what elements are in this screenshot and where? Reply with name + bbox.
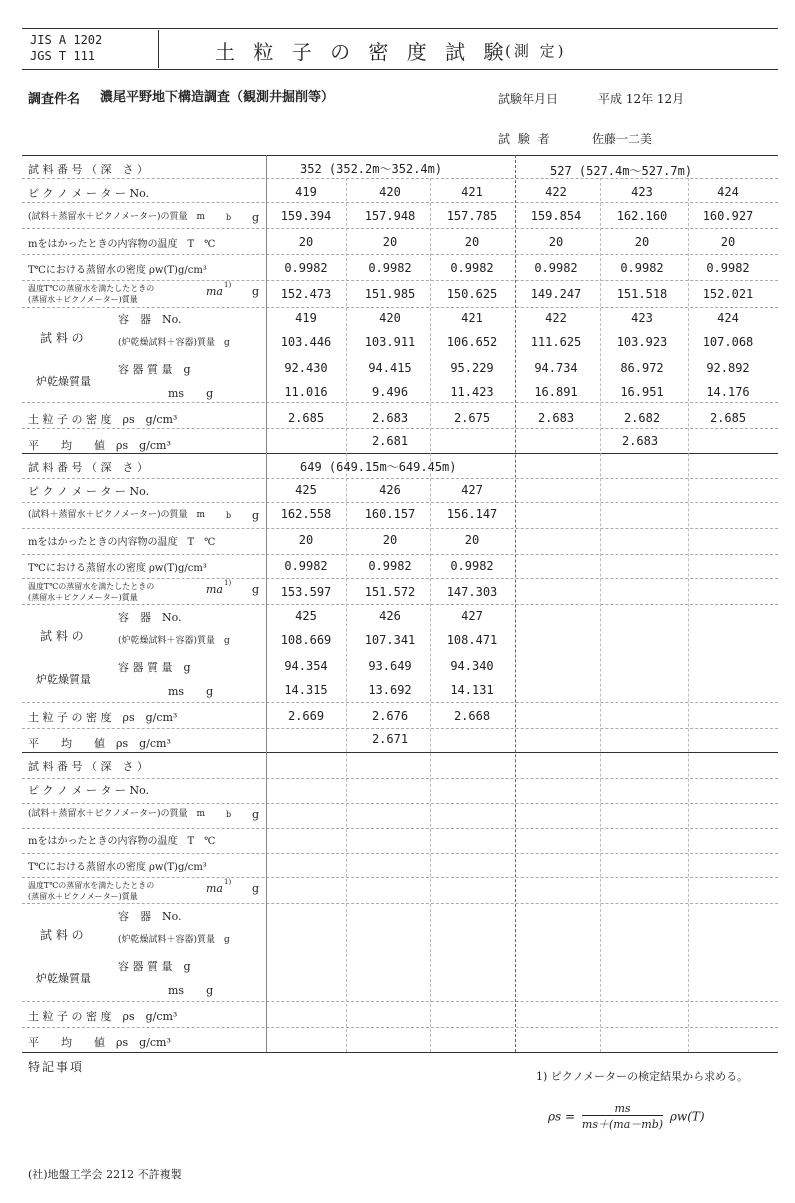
- dry-mass-cell: 106.652: [446, 335, 498, 349]
- water-density-cell: 0.9982: [368, 559, 412, 573]
- water-density-cell: 0.9982: [284, 261, 328, 275]
- formula-lhs: ρs =: [548, 1109, 576, 1124]
- soil-density-cell: 2.675: [453, 411, 491, 425]
- container-mass-cell: 94.734: [534, 361, 578, 375]
- ma-label-line1: 温度T℃の蒸留水を満たしたときの: [28, 582, 155, 591]
- ma-cell: 150.625: [446, 287, 498, 301]
- mb-cell: 160.157: [364, 507, 416, 521]
- mb-cell: 157.948: [364, 209, 416, 223]
- ma-footnote-mark: 1): [224, 878, 232, 886]
- ma-label-line1: 温度T℃の蒸留水を満たしたときの: [28, 881, 155, 890]
- ms-cell: 11.016: [284, 385, 328, 399]
- container-no-label: 容 器 No.: [118, 910, 182, 923]
- soil-density-label: 土 粒 子 の 密 度 ρs g/cm³: [28, 1010, 178, 1023]
- ma-label-line1: 温度T℃の蒸留水を満たしたときの: [28, 284, 155, 293]
- pycnometer-label: ピ ク ノ メ ー タ ー No.: [28, 485, 150, 498]
- tester-name: 佐藤一二美: [592, 132, 653, 146]
- container-mass-label: 容 器 質 量 g: [118, 661, 191, 674]
- mb-label: (試料＋蒸留水＋ピクノメーター)の質量 m: [28, 510, 206, 520]
- temperature-cell: 20: [464, 235, 480, 249]
- pycnometer-no-cell: 427: [461, 483, 483, 497]
- temperature-cell: 20: [298, 235, 314, 249]
- ma-footnote-mark: 1): [224, 281, 232, 289]
- project-name: 濃尾平野地下構造調査（観測井掘削等）: [100, 90, 335, 105]
- pycnometer-no-cell: 419: [295, 185, 317, 199]
- container-mass-cell: 92.892: [706, 361, 750, 375]
- remarks-label: 特記事項: [28, 1060, 85, 1074]
- mean-label: 平 均 値 ρs g/cm³: [28, 1036, 171, 1049]
- title-divider: [158, 30, 159, 68]
- container-mass-cell: 92.430: [284, 361, 328, 375]
- water-density-cell: 0.9982: [706, 261, 750, 275]
- rule: [22, 828, 778, 829]
- rule: [22, 554, 778, 555]
- pycnometer-no-cell: 421: [461, 185, 483, 199]
- container-mass-cell: 94.415: [368, 361, 412, 375]
- ma-label-line2: (蒸留水＋ピクノメーター)質量: [28, 892, 138, 901]
- temperature-label: mをはかったときの内容物の温度 T ℃: [28, 836, 216, 847]
- temperature-label: mをはかったときの内容物の温度 T ℃: [28, 239, 216, 250]
- date-label: 試験年月日: [498, 92, 559, 106]
- rule: [22, 428, 778, 429]
- water-density-cell: 0.9982: [450, 261, 494, 275]
- ms-label: ms g: [168, 984, 214, 997]
- rule: [22, 778, 778, 779]
- sample-of-label: 試 料 の: [40, 629, 84, 643]
- formula-numerator: ms: [582, 1102, 663, 1116]
- container-no-cell: 422: [545, 311, 567, 325]
- oven-dry-label: 炉乾燥質量: [36, 972, 91, 985]
- rule: [22, 307, 778, 308]
- ms-cell: 16.951: [620, 385, 664, 399]
- soil-density-cell: 2.685: [709, 411, 747, 425]
- sample-number-label: 試 料 番 号 （ 深 さ ）: [28, 461, 148, 474]
- ma-cell: 151.518: [616, 287, 668, 301]
- rule: [22, 604, 778, 605]
- column-divider: [688, 178, 689, 1052]
- rule: [22, 1052, 778, 1053]
- mb-subscript: b: [226, 810, 232, 819]
- rule: [22, 1027, 778, 1028]
- sample-group-649-label: 649 (649.15m～649.45m): [300, 460, 457, 474]
- pycnometer-note: 1) ピクノメーターの検定結果から求める。: [536, 1070, 749, 1083]
- pycnometer-no-cell: 420: [379, 185, 401, 199]
- rule: [22, 803, 778, 804]
- rule: [22, 528, 778, 529]
- sample-number-label: 試 料 番 号 （ 深 さ ）: [28, 163, 148, 176]
- mb-cell: 162.558: [280, 507, 332, 521]
- water-density-label: T℃における蒸留水の密度 ρw(T)g/cm³: [28, 563, 207, 574]
- rule: [22, 202, 778, 203]
- ma-cell: 147.303: [446, 585, 498, 599]
- rule: [22, 254, 778, 255]
- dry-mass-cell: 107.341: [364, 633, 416, 647]
- container-mass-cell: 95.229: [450, 361, 494, 375]
- rule: [22, 280, 778, 281]
- ma-cell: 151.572: [364, 585, 416, 599]
- mean-label: 平 均 値 ρs g/cm³: [28, 439, 171, 452]
- mean-value-352: 2.681: [371, 434, 409, 448]
- rule: [22, 502, 778, 503]
- rule: [22, 228, 778, 229]
- soil-density-cell: 2.668: [453, 709, 491, 723]
- dry-mass-cell: 111.625: [530, 335, 582, 349]
- temperature-label: mをはかったときの内容物の温度 T ℃: [28, 537, 216, 548]
- ma-symbol: ma: [206, 583, 223, 596]
- mb-cell: 156.147: [446, 507, 498, 521]
- mb-label: (試料＋蒸留水＋ピクノメーター)の質量 m: [28, 212, 206, 222]
- water-density-cell: 0.9982: [450, 559, 494, 573]
- mb-cell: 159.394: [280, 209, 332, 223]
- mb-label: (試料＋蒸留水＋ピクノメーター)の質量 m: [28, 809, 206, 819]
- dry-mass-cell: 103.911: [364, 335, 416, 349]
- ms-cell: 9.496: [371, 385, 409, 399]
- mb-unit: g: [252, 808, 260, 821]
- container-no-cell: 423: [631, 311, 653, 325]
- container-no-cell: 425: [295, 609, 317, 623]
- pycnometer-no-cell: 425: [295, 483, 317, 497]
- density-formula: [548, 1102, 705, 1132]
- soil-density-cell: 2.676: [371, 709, 409, 723]
- dry-mass-cell: 103.923: [616, 335, 668, 349]
- water-density-label: T℃における蒸留水の密度 ρw(T)g/cm³: [28, 862, 207, 873]
- publisher-footer: (社)地盤工学会 2212 不許複製: [28, 1168, 182, 1181]
- soil-density-label: 土 粒 子 の 密 度 ρs g/cm³: [28, 711, 178, 724]
- formula-denominator: ms＋(ma－mb): [581, 1118, 664, 1131]
- container-mass-label: 容 器 質 量 g: [118, 960, 191, 973]
- pycnometer-no-cell: 423: [631, 185, 653, 199]
- mean-label: 平 均 値 ρs g/cm³: [28, 737, 171, 750]
- date-value: 平成 12年 12月: [598, 92, 685, 106]
- jgs-code: JGS T 111: [30, 49, 96, 63]
- ms-cell: 16.891: [534, 385, 578, 399]
- sample-of-label: 試 料 の: [40, 331, 84, 345]
- rule: [22, 702, 778, 703]
- water-density-cell: 0.9982: [368, 261, 412, 275]
- ma-unit: g: [252, 583, 260, 596]
- mb-subscript: b: [226, 213, 232, 222]
- ms-cell: 14.131: [450, 683, 494, 697]
- rule: [22, 578, 778, 579]
- ma-cell: 151.985: [364, 287, 416, 301]
- ma-symbol: ma: [206, 285, 223, 298]
- tester-label: 試 験 者: [498, 132, 552, 146]
- ma-cell: 153.597: [280, 585, 332, 599]
- mean-value-527: 2.683: [621, 434, 659, 448]
- mb-cell: 157.785: [446, 209, 498, 223]
- pycnometer-no-cell: 422: [545, 185, 567, 199]
- ms-cell: 14.315: [284, 683, 328, 697]
- temperature-cell: 20: [298, 533, 314, 547]
- container-no-cell: 426: [379, 609, 401, 623]
- oven-dry-label: 炉乾燥質量: [36, 673, 91, 686]
- water-density-cell: 0.9982: [534, 261, 578, 275]
- ms-label: ms g: [168, 387, 214, 400]
- jis-code: JIS A 1202: [30, 33, 103, 47]
- sample-group-527-label: 527 (527.4m～527.7m): [550, 164, 693, 178]
- container-no-cell: 419: [295, 311, 317, 325]
- pycnometer-no-cell: 424: [717, 185, 739, 199]
- dry-mass-cell: 107.068: [702, 335, 754, 349]
- soil-density-cell: 2.669: [287, 709, 325, 723]
- container-mass-cell: 94.340: [450, 659, 494, 673]
- mb-subscript: b: [226, 511, 232, 520]
- ma-unit: g: [252, 882, 260, 895]
- pycnometer-no-cell: 426: [379, 483, 401, 497]
- page-title: 土 粒 子 の 密 度 試 験: [215, 40, 510, 64]
- standard-codes: [30, 32, 102, 64]
- oven-dry-label: 炉乾燥質量: [36, 375, 91, 388]
- ma-label-line2: (蒸留水＋ピクノメーター)質量: [28, 295, 138, 304]
- container-mass-cell: 86.972: [620, 361, 664, 375]
- container-no-label: 容 器 No.: [118, 313, 182, 326]
- soil-density-cell: 2.683: [537, 411, 575, 425]
- column-divider: [346, 178, 347, 1052]
- container-no-cell: 420: [379, 311, 401, 325]
- pycnometer-label: ピ ク ノ メ ー タ ー No.: [28, 187, 150, 200]
- mb-cell: 159.854: [530, 209, 582, 223]
- sample-number-label: 試 料 番 号 （ 深 さ ）: [28, 760, 148, 773]
- temperature-cell: 20: [634, 235, 650, 249]
- pycnometer-label: ピ ク ノ メ ー タ ー No.: [28, 784, 150, 797]
- dry-mass-cell: 108.669: [280, 633, 332, 647]
- column-divider: [600, 178, 601, 1052]
- temperature-cell: 20: [548, 235, 564, 249]
- dry-mass-cell: 103.446: [280, 335, 332, 349]
- soil-density-cell: 2.685: [287, 411, 325, 425]
- container-no-cell: 424: [717, 311, 739, 325]
- mean-value-649: 2.671: [371, 732, 409, 746]
- ma-cell: 152.021: [702, 287, 754, 301]
- container-mass-label: 容 器 質 量 g: [118, 363, 191, 376]
- page-title-suffix: (測 定): [505, 42, 567, 60]
- rule: [22, 1001, 778, 1002]
- temperature-cell: 20: [720, 235, 736, 249]
- water-density-cell: 0.9982: [284, 559, 328, 573]
- rule: [22, 903, 778, 904]
- sample-group-352-label: 352 (352.2m～352.4m): [300, 162, 443, 176]
- ms-cell: 14.176: [706, 385, 750, 399]
- ma-cell: 152.473: [280, 287, 332, 301]
- ma-label-line2: (蒸留水＋ピクノメーター)質量: [28, 593, 138, 602]
- rule: [22, 853, 778, 854]
- rule: [22, 155, 778, 156]
- formula-tail: ρw(T): [669, 1109, 705, 1124]
- container-no-cell: 427: [461, 609, 483, 623]
- rule: [22, 877, 778, 878]
- water-density-cell: 0.9982: [620, 261, 664, 275]
- ma-cell: 149.247: [530, 287, 582, 301]
- dry-mass-label: (炉乾燥試料＋容器)質量 g: [118, 935, 230, 945]
- ms-cell: 11.423: [450, 385, 494, 399]
- ma-footnote-mark: 1): [224, 579, 232, 587]
- water-density-label: T℃における蒸留水の密度 ρw(T)g/cm³: [28, 265, 207, 276]
- dry-mass-label: (炉乾燥試料＋容器)質量 g: [118, 636, 230, 646]
- project-label: 調査件名: [28, 92, 81, 107]
- ms-cell: 13.692: [368, 683, 412, 697]
- rule: [22, 728, 778, 729]
- soil-density-label: 土 粒 子 の 密 度 ρs g/cm³: [28, 413, 178, 426]
- container-mass-cell: 93.649: [368, 659, 412, 673]
- ms-label: ms g: [168, 685, 214, 698]
- rule: [22, 453, 778, 454]
- container-mass-cell: 94.354: [284, 659, 328, 673]
- container-no-label: 容 器 No.: [118, 611, 182, 624]
- rule: [22, 402, 778, 403]
- soil-density-cell: 2.682: [623, 411, 661, 425]
- mb-unit: g: [252, 211, 260, 224]
- ma-unit: g: [252, 285, 260, 298]
- soil-density-cell: 2.683: [371, 411, 409, 425]
- column-divider: [430, 178, 431, 1052]
- container-no-cell: 421: [461, 311, 483, 325]
- rule: [22, 478, 778, 479]
- dry-mass-label: (炉乾燥試料＋容器)質量 g: [118, 338, 230, 348]
- mb-unit: g: [252, 509, 260, 522]
- temperature-cell: 20: [382, 533, 398, 547]
- dry-mass-cell: 108.471: [446, 633, 498, 647]
- temperature-cell: 20: [464, 533, 480, 547]
- temperature-cell: 20: [382, 235, 398, 249]
- mb-cell: 160.927: [702, 209, 754, 223]
- rule: [22, 752, 778, 753]
- mb-cell: 162.160: [616, 209, 668, 223]
- ma-symbol: ma: [206, 882, 223, 895]
- sample-of-label: 試 料 の: [40, 928, 84, 942]
